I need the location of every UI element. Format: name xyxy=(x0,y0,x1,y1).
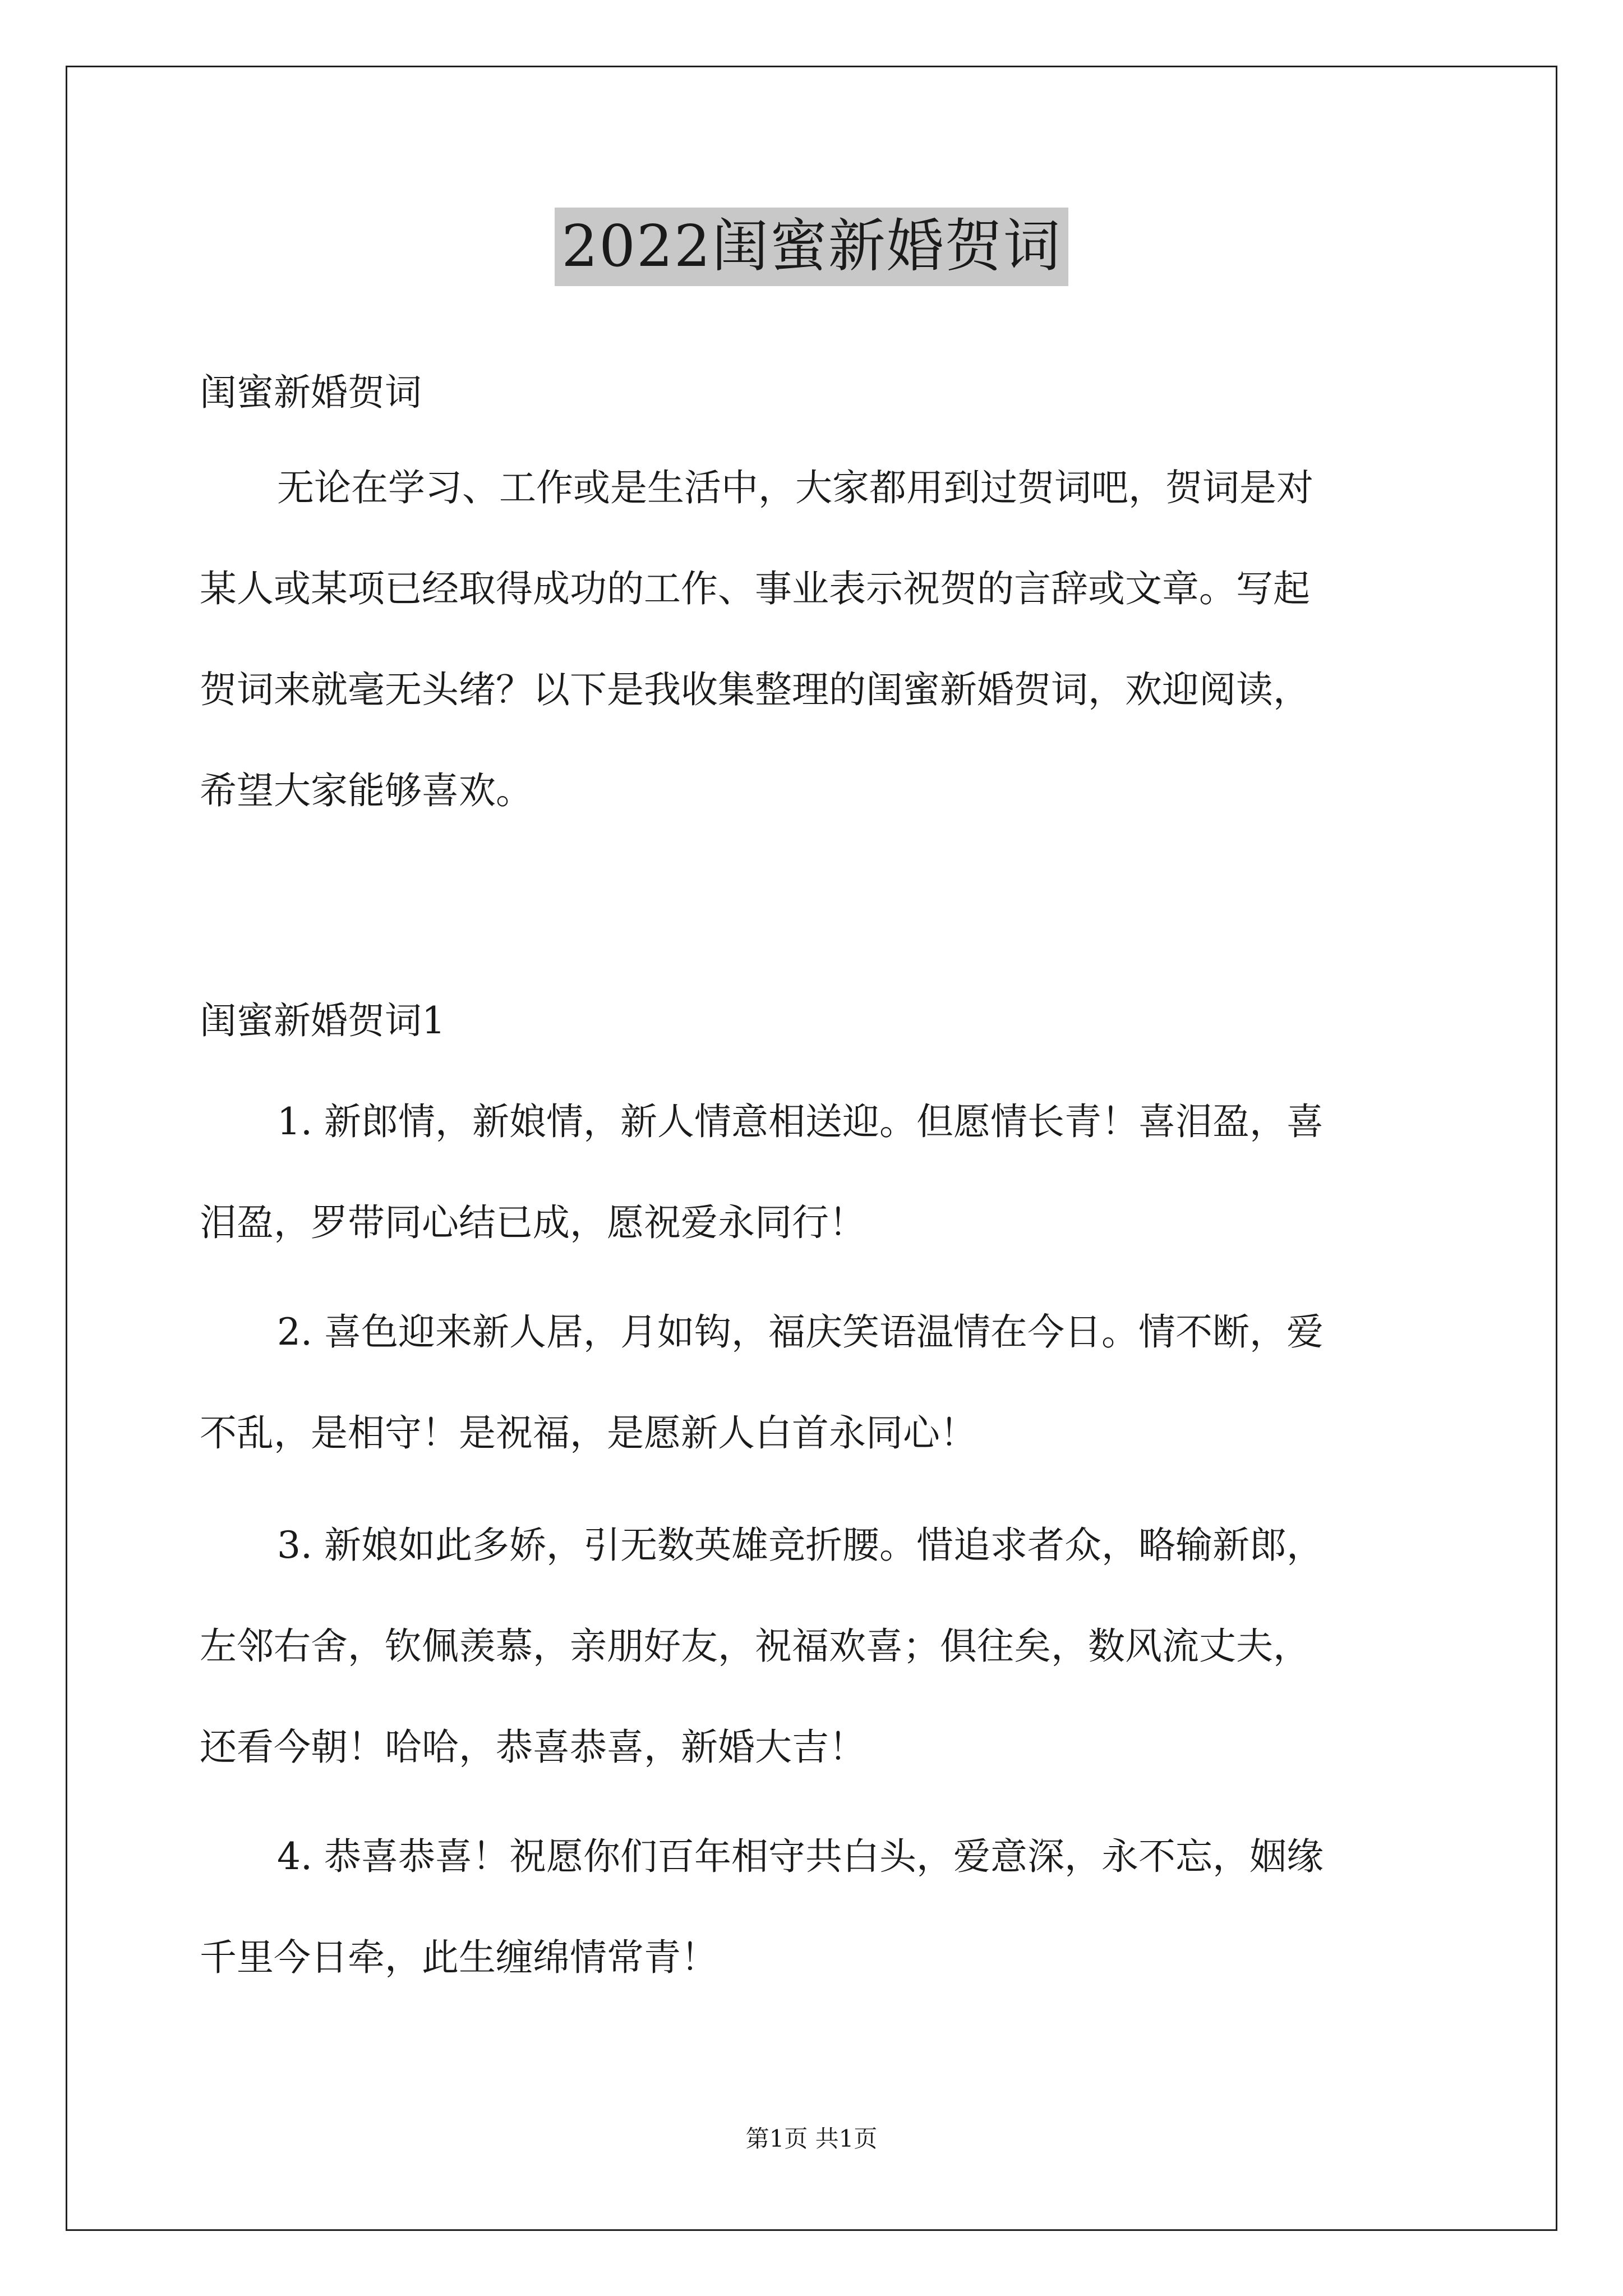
document-title: 2022闺蜜新婚贺词 xyxy=(555,208,1068,286)
item-2-line: 不乱，是相守！是祝福，是愿新人白首永同心！ xyxy=(200,1411,977,1455)
intro-line: 贺词来就毫无头绪？以下是我收集整理的闺蜜新婚贺词，欢迎阅读， xyxy=(200,668,1310,711)
subtitle: 闺蜜新婚贺词 xyxy=(200,371,422,414)
item-4-line: 4. 恭喜恭喜！祝愿你们百年相守共白头，爱意深，永不忘，姻缘 xyxy=(277,1835,1324,1878)
intro-line: 无论在学习、工作或是生活中，大家都用到过贺词吧，贺词是对 xyxy=(277,466,1313,509)
page-footer: 第1页 共1页 xyxy=(745,2125,878,2152)
title-area xyxy=(0,208,1623,286)
section-heading: 闺蜜新婚贺词1 xyxy=(200,999,445,1042)
item-1-line: 1. 新郎情，新娘情，新人情意相送迎。但愿情长青！喜泪盈，喜 xyxy=(277,1100,1324,1143)
item-4-line: 千里今日牵，此生缠绵情常青！ xyxy=(200,1936,718,1979)
intro-line: 希望大家能够喜欢。 xyxy=(200,769,533,812)
item-3-line: 3. 新娘如此多娇，引无数英雄竞折腰。惜追求者众，略输新郎， xyxy=(277,1524,1324,1567)
item-3-line: 左邻右舍，钦佩羡慕，亲朋好友，祝福欢喜；俱往矣，数风流丈夫， xyxy=(200,1625,1310,1668)
item-3-line: 还看今朝！哈哈，恭喜恭喜，新婚大吉！ xyxy=(200,1726,866,1769)
item-2-line: 2. 喜色迎来新人居，月如钩，福庆笑语温情在今日。情不断，爱 xyxy=(277,1310,1324,1354)
item-1-line: 泪盈，罗带同心结已成，愿祝爱永同行！ xyxy=(200,1201,866,1244)
intro-line: 某人或某项已经取得成功的工作、事业表示祝贺的言辞或文章。写起 xyxy=(200,567,1310,610)
